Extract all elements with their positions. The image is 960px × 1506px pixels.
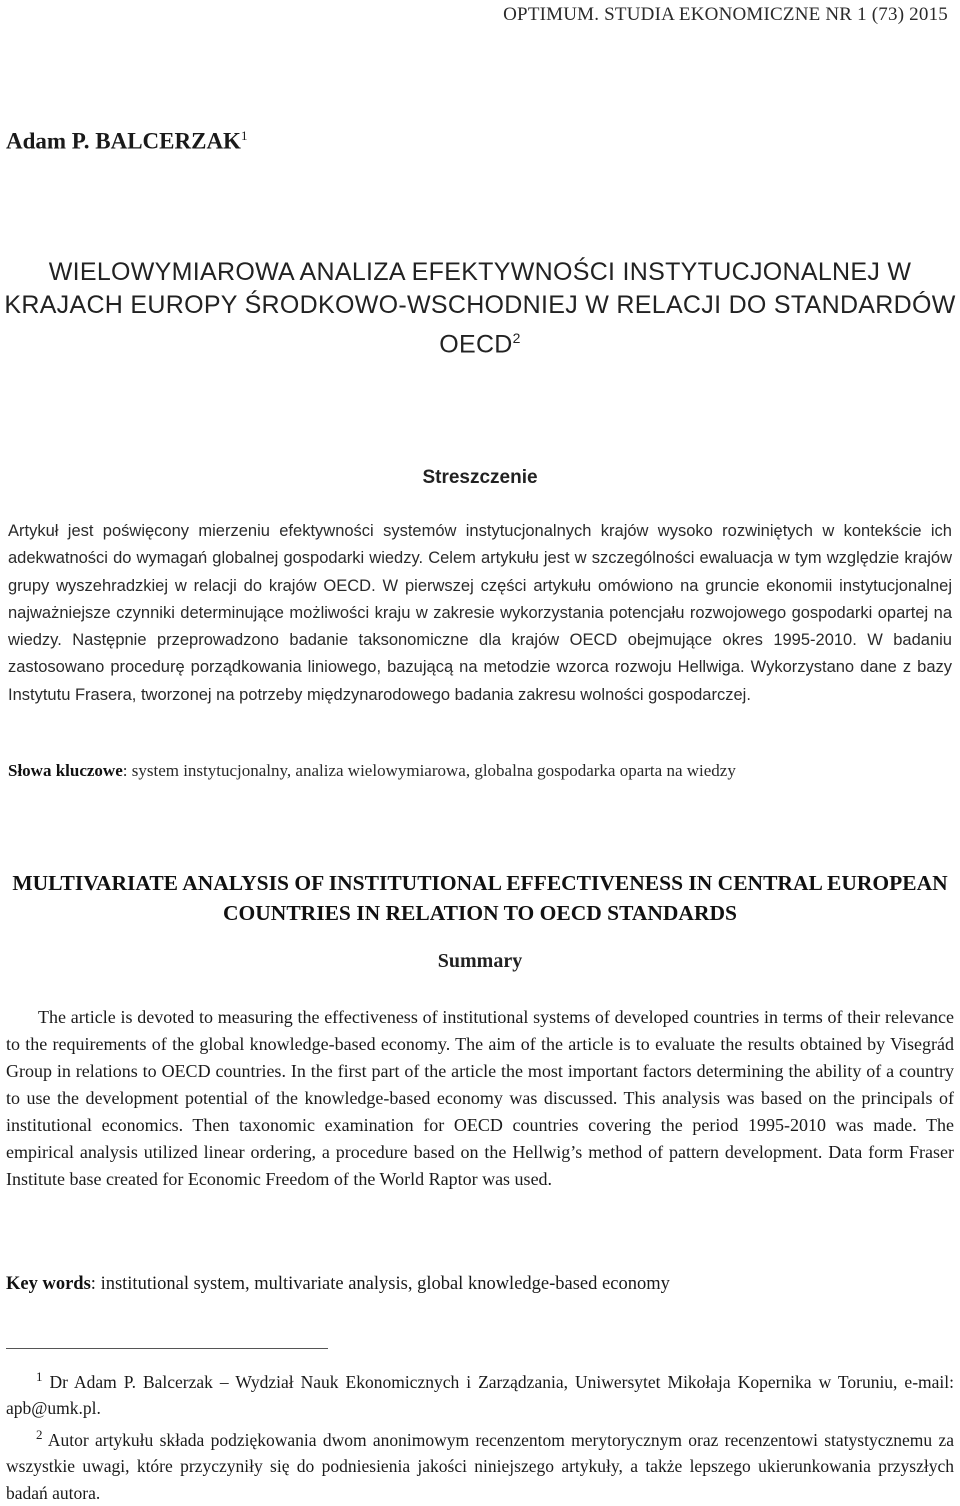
- title-footnote-mark[interactable]: 2: [512, 330, 521, 346]
- polish-abstract: Artykuł jest poświęcony mierzeniu efektywności systemów instytucjonalnych krajów wysoko rozwiniętych w kontekście ich adekwatności do wymagań globalnej gospodarki wiedzy. Celem artykułu jest w szczególności ewaluacja w tym względzie krajów grupy wyszehradzkiej w relacji do krajów OECD. W pierwszej części artykułu omówiono na gruncie ekonomii instytucjonalnej najważniejsze czynniki determinujące możliwości kraju w zakresie wykorzystania potencjału rozwojowego gospodarki opartej na wiedzy. Następnie przeprowadzono badanie taksonomiczne dla krajów OECD obejmujące okres 1995-2010. W badaniu zastosowano procedurę porządkowania liniowego, bazującą na metodzie wzorca rozwoju Hellwiga. Wykorzystano dane z bazy Instytutu Frasera, tworzonej na potrzeby międzynarodowego badania zakresu wolności gospodarczej.: [8, 522, 952, 704]
- author-line: [6, 128, 247, 155]
- english-keywords: Key words: institutional system, multivariate analysis, global knowledge-based economy: [6, 1274, 670, 1294]
- footnote-separator: [6, 1348, 328, 1349]
- polish-keywords: Słowa kluczowe: system instytucjonalny, analiza wielowymiarowa, globalna gospodarka oparta na wiedzy: [8, 761, 736, 780]
- footnotes: [6, 1364, 954, 1506]
- polish-title: [0, 256, 960, 361]
- polish-title-text: WIELOWYMIAROWA ANALIZA EFEKTYWNOŚCI INSTYTUCJONALNEJ W KRAJACH EUROPY ŚRODKOWO-WSCHODNIEJ W RELACJI DO STANDARDÓW OECD: [4, 258, 956, 359]
- english-keywords-text: institutional system, multivariate analysis, global knowledge-based economy: [100, 1274, 670, 1294]
- author-name: Adam P. BALCERZAK: [6, 128, 241, 154]
- english-summary-heading: Summary: [437, 950, 523, 972]
- journal-header: OPTIMUM. STUDIA EKONOMICZNE NR 1 (73) 2015: [503, 4, 948, 25]
- footnote-1: [6, 1364, 954, 1422]
- footnote-2-text: Autor artykułu składa podziękowania dwom anonimowym recenzentom merytorycznym oraz recenzentowi statystycznemu za wszystkie uwagi, które przyczyniły się do podniesienia jakości niniejszego artykuły, a także lepszego ukierunkowania przyszłych badań autora.: [6, 1429, 954, 1503]
- english-keywords-label: Key words: [6, 1274, 91, 1294]
- author-footnote-mark[interactable]: 1: [240, 128, 248, 143]
- english-title: MULTIVARIATE ANALYSIS OF INSTITUTIONAL EFFECTIVENESS IN CENTRAL EUROPEAN COUNTRIES IN RELATION TO OECD STANDARDS: [12, 871, 948, 925]
- polish-abstract-heading: Streszczenie: [422, 467, 538, 488]
- polish-keywords-text: system instytucjonalny, analiza wielowymiarowa, globalna gospodarka oparta na wiedzy: [131, 761, 736, 780]
- footnote-2-mark: 2: [36, 1426, 43, 1442]
- footnote-2: [6, 1422, 954, 1506]
- english-summary: The article is devoted to measuring the effectiveness of institutional systems of developed countries in terms of their relevance to the requirements of the global knowledge-based economy. The aim of the article is to evaluate the results obtained by Visegrád Group in relations to OECD countries. In the first part of the article the most important factors determining the ability of a country to use the development potential of the knowledge-based economy was discussed. This analysis was based on the principals of institutional economics. Then taxonomic examination for OECD countries covering the period 1995-2010 was made. The empirical analysis utilized linear ordering, a procedure based on the Hellwig’s method of pattern development. Data form Fraser Institute base created for Economic Freedom of the World Raptor was used.: [6, 1007, 954, 1189]
- polish-keywords-label: Słowa kluczowe: [8, 761, 123, 780]
- footnote-1-mark: 1: [36, 1369, 43, 1384]
- footnote-1-text: Dr Adam P. Balcerzak – Wydział Nauk Ekonomicznych i Zarządzania, Uniwersytet Mikołaja Kopernika w Toruniu, e-mail: apb@umk.pl.: [6, 1371, 954, 1419]
